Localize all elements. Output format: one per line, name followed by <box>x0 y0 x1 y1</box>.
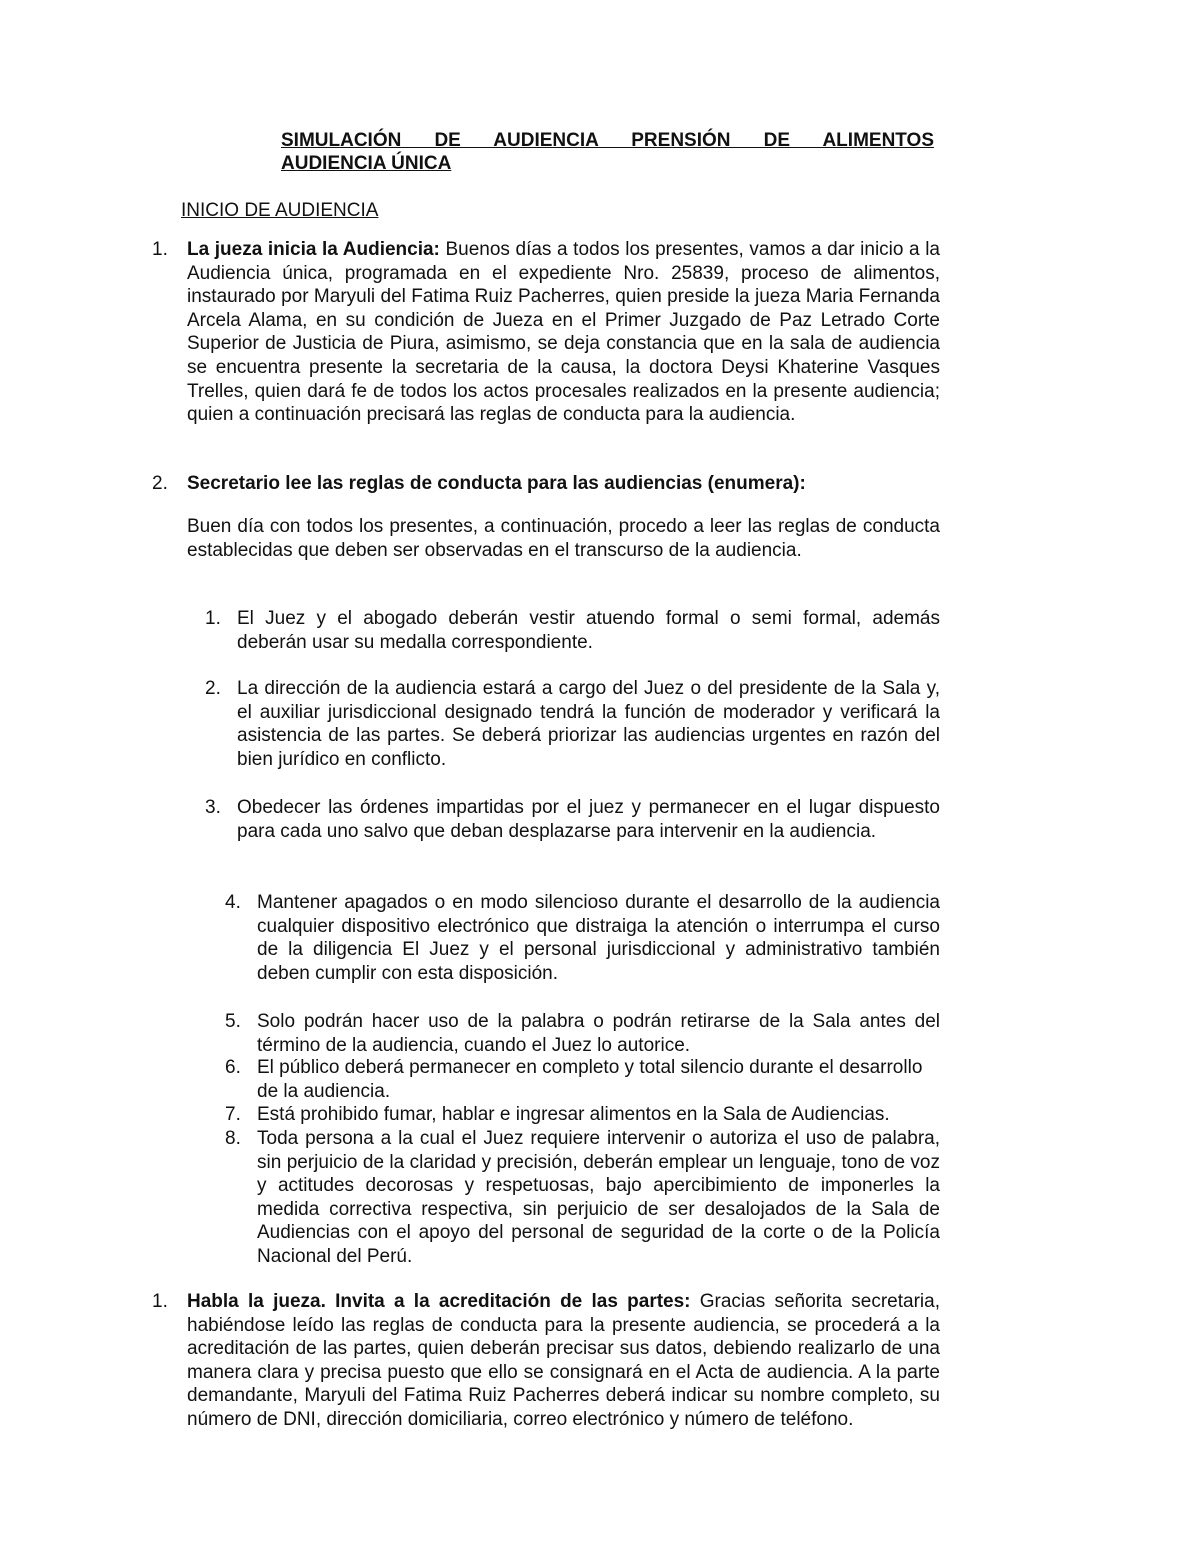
rule-text: Mantener apagados o en modo silencioso durante el desarrollo de la audiencia cualquier dispositivo electrónico que distraiga la atención o interrumpa el curso de la diligencia El Juez y el personal jurisdiccional y administrativo también deben cumplir con esta disposición. <box>257 892 940 984</box>
rule-number: 2. <box>205 678 221 699</box>
rule-number: 7. <box>225 1104 241 1125</box>
rule-number: 8. <box>225 1128 241 1149</box>
item-lead: Habla la jueza. Invita a la acreditación de las partes: <box>187 1291 691 1312</box>
item-paragraph <box>187 1290 940 1432</box>
item-paragraph <box>187 238 940 427</box>
rule-text: El Juez y el abogado deberán vestir atuendo formal o semi formal, además deberán usar su medalla correspondiente. <box>237 608 940 653</box>
rule-number: 3. <box>205 797 221 818</box>
item-paragraph <box>187 472 940 496</box>
rule-text: Obedecer las órdenes impartidas por el juez y permanecer en el lugar dispuesto para cada uno salvo que deban desplazarse para intervenir en la audiencia. <box>237 797 940 842</box>
title-line-1: SIMULACIÓN DE AUDIENCIA PRENSIÓN DE ALIMENTOS <box>281 130 934 151</box>
rule-number: 6. <box>225 1057 241 1078</box>
rule-number: 4. <box>225 892 241 913</box>
item-text: Buenos días a todos los presentes, vamos a dar inicio a la Audiencia única, programada en el expediente Nro. 25839, proceso de alimentos, instaurado por Maryuli del Fatima Ruiz Pacherres, quien preside la jueza Maria Fernanda Arcela Alama, en su condición de Jueza en el Primer Juzgado de Paz Letrado Corte Superior de Justicia de Piura, asimismo, se deja constancia que en la sala de audiencia se encuentra presente la secretaria de la causa, la doctora Deysi Khaterine Vasques Trelles, quien dará fe de todos los actos procesales realizados en la presente audiencia; quien a continuación precisará las reglas de conducta para la audiencia. <box>187 239 940 426</box>
item-lead: La jueza inicia la Audiencia: <box>187 239 440 260</box>
title-line-2: AUDIENCIA ÚNICA <box>281 153 452 174</box>
item-text: Gracias señorita secretaria, habiéndose leído las reglas de conducta para la presente audiencia, se procederá a la acreditación de las partes, quien deberán precisar sus datos, debiendo realizarlo de una manera clara y precisa puesto que ello se consignará en el Acta de audiencia. A la parte demandante, Maryuli del Fatima Ruiz Pacherres deberá indicar su nombre completo, su número de DNI, dirección domiciliaria, correo electrónico y número de teléfono. <box>187 1291 940 1430</box>
rule-text: Solo podrán hacer uso de la palabra o podrán retirarse de la Sala antes del término de la audiencia, cuando el Juez lo autorice. <box>257 1011 940 1056</box>
item-number: 1. <box>152 239 168 260</box>
item-number: 2. <box>152 473 168 494</box>
document-title <box>281 129 934 175</box>
item-lead: Secretario lee las reglas de conducta para las audiencias (enumera): <box>187 473 806 494</box>
rule-number: 5. <box>225 1011 241 1032</box>
item-number: 1. <box>152 1291 168 1312</box>
rule-text: El público deberá permanecer en completo y total silencio durante el desarrollo de la audiencia. <box>257 1057 923 1102</box>
rule-text: Toda persona a la cual el Juez requiere intervenir o autoriza el uso de palabra, sin perjuicio de la claridad y precisión, deberán emplear un lenguaje, tono de voz y actitudes decorosas y respetuosas, bajo apercibimiento de imponerles la medida correctiva respectiva, sin perjuicio de ser desalojados de la Sala de Audiencias con el apoyo del personal de seguridad de la corte o de la Policía Nacional del Perú. <box>257 1128 940 1267</box>
section-heading: INICIO DE AUDIENCIA <box>181 200 379 221</box>
rule-number: 1. <box>205 608 221 629</box>
rule-text: Está prohibido fumar, hablar e ingresar alimentos en la Sala de Audiencias. <box>257 1104 890 1125</box>
rule-text: La dirección de la audiencia estará a cargo del Juez o del presidente de la Sala y, el auxiliar jurisdiccional designado tendrá la función de moderador y verificará la asistencia de las partes. Se deberá priorizar las audiencias urgentes en razón del bien jurídico en conflicto. <box>237 678 940 770</box>
secretary-intro: Buen día con todos los presentes, a continuación, procedo a leer las reglas de conducta establecidas que deben ser observadas en el transcurso de la audiencia. <box>187 516 940 561</box>
